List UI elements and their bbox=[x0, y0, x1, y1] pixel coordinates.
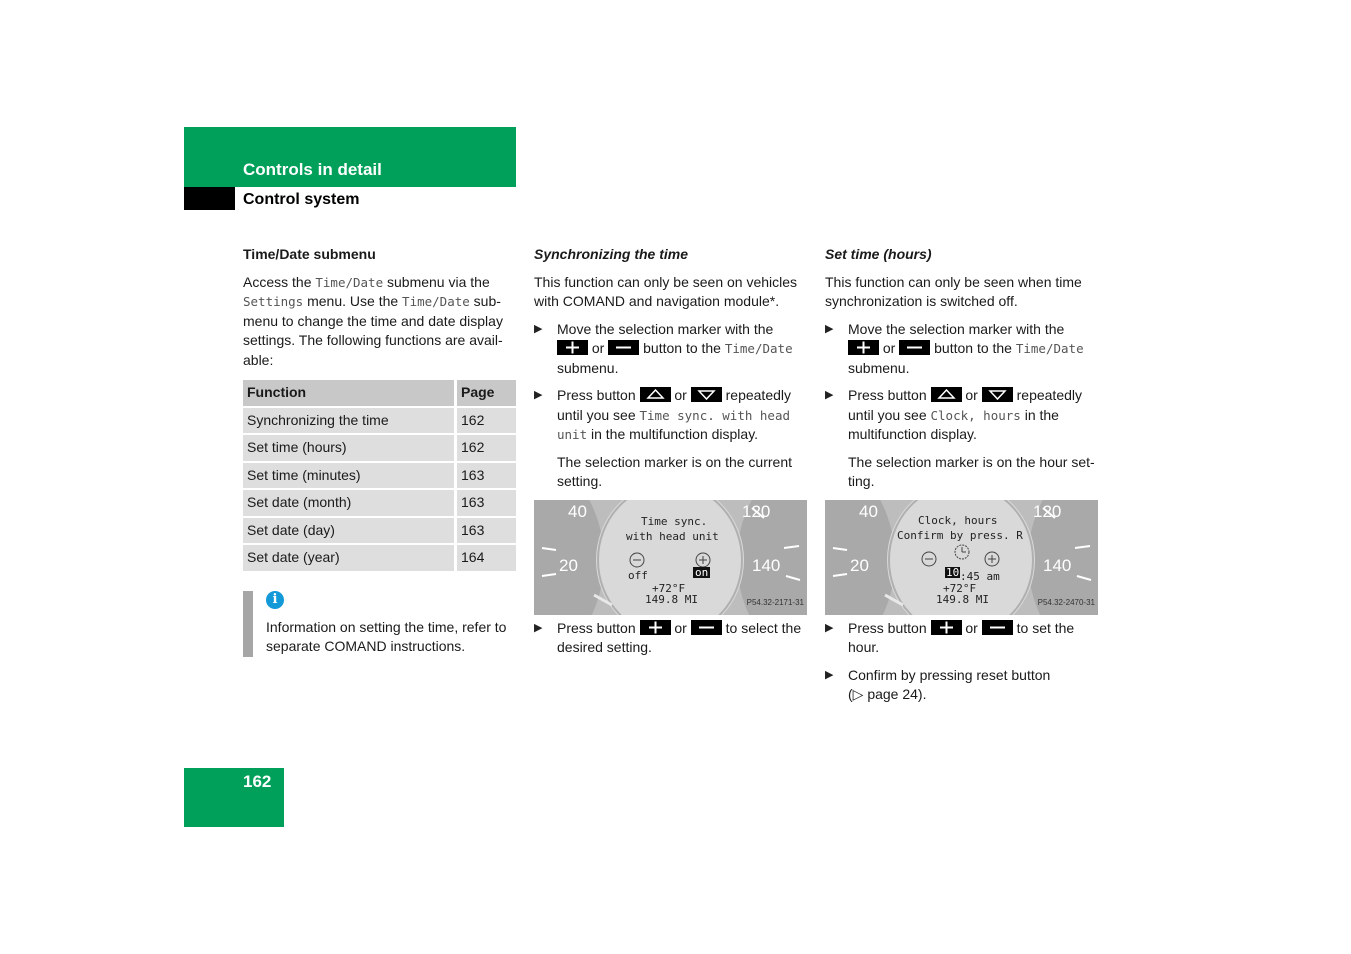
down-button-icon bbox=[982, 387, 1013, 402]
step-text: or bbox=[882, 340, 896, 356]
intro-paragraph: This function can only be seen on vehicles with COMAND and navigation module*. bbox=[534, 273, 798, 309]
photo-reference: P54.32-2470-31 bbox=[1037, 598, 1095, 607]
function-cell: Synchronizing the time bbox=[243, 408, 457, 434]
info-icon: i bbox=[266, 591, 284, 609]
intro-paragraph bbox=[243, 273, 516, 371]
step-text: repeatedly until you see bbox=[848, 387, 1083, 423]
intro-text: menu. Use the bbox=[303, 293, 403, 309]
photo-reference: P54.32-2171-31 bbox=[746, 598, 804, 607]
step-text: button to the bbox=[934, 340, 1012, 356]
display-line-2: Confirm by press. R bbox=[897, 528, 1023, 542]
page-cell: 163 bbox=[457, 463, 516, 489]
function-cell: Set date (day) bbox=[243, 518, 457, 544]
step-text: submenu. bbox=[557, 359, 619, 376]
gauge-label: 20 bbox=[559, 555, 578, 575]
intro-text: Access the bbox=[243, 273, 316, 290]
table-row bbox=[243, 408, 516, 434]
note-text: The selection marker is on the current setting. bbox=[557, 453, 792, 489]
up-button-icon bbox=[931, 387, 962, 402]
step-text: Press button bbox=[557, 387, 636, 403]
down-button-icon bbox=[691, 387, 722, 402]
step-press-button bbox=[825, 386, 1098, 445]
step-text: to set the hour. bbox=[848, 619, 1075, 655]
step-text: repeatedly until you see bbox=[557, 387, 792, 423]
gauge-label: 40 bbox=[859, 501, 878, 521]
intro-paragraph: This function can only be seen when time synchronization is switched off. bbox=[825, 273, 1082, 309]
instrument-cluster-image bbox=[825, 500, 1098, 615]
display-text: Settings bbox=[243, 294, 304, 309]
step-text: to select the desired setting. bbox=[557, 619, 802, 655]
step-text: or bbox=[591, 340, 605, 356]
function-cell: Set date (year) bbox=[243, 545, 457, 571]
bullet-arrow-icon: ▶ bbox=[534, 389, 543, 401]
minutes-ampm: :45 am bbox=[960, 569, 1000, 583]
gauge-label: 140 bbox=[1043, 555, 1072, 575]
page-cell: 162 bbox=[457, 435, 516, 461]
step-text: or bbox=[965, 387, 978, 403]
step-text: or bbox=[674, 619, 687, 636]
step-text: in the multifunction display. bbox=[848, 406, 1059, 442]
gauge-label: 140 bbox=[752, 555, 781, 575]
display-text: Time/Date bbox=[1015, 341, 1084, 356]
plus-button-icon bbox=[557, 340, 588, 355]
gauge-label: 40 bbox=[568, 501, 587, 521]
info-bar bbox=[243, 591, 253, 657]
step-set-hour bbox=[825, 619, 1098, 658]
hour-selected: 10 bbox=[946, 565, 960, 579]
display-text: Time sync. with head unit bbox=[557, 407, 791, 442]
step-text: in the multifunction display. bbox=[591, 426, 759, 442]
table-header-row bbox=[243, 380, 516, 406]
display-line-1: Time sync. bbox=[641, 514, 708, 528]
display-text: Time/Date bbox=[402, 294, 470, 309]
plus-button-icon bbox=[848, 340, 879, 355]
step-text: Press button bbox=[557, 619, 636, 636]
bullet-arrow-icon: ▶ bbox=[825, 621, 834, 634]
display-line-1: Clock, hours bbox=[918, 513, 998, 527]
step-text: submenu. bbox=[848, 359, 910, 376]
temperature-readout: +72°F bbox=[652, 581, 686, 595]
option-off: off bbox=[628, 568, 648, 582]
step-text: Move the selection marker with the bbox=[557, 320, 774, 337]
column-3 bbox=[825, 245, 1098, 713]
function-table bbox=[243, 378, 516, 573]
bullet-arrow-icon: ▶ bbox=[534, 322, 543, 335]
page-cell: 162 bbox=[457, 408, 516, 434]
table-row bbox=[243, 435, 516, 461]
function-cell: Set time (minutes) bbox=[243, 463, 457, 489]
step-text: or bbox=[965, 619, 978, 636]
info-text: Information on setting the time, refer to separate COMAND instructions. bbox=[266, 618, 507, 654]
instrument-cluster-image bbox=[534, 500, 807, 615]
column-2 bbox=[534, 245, 807, 666]
bullet-arrow-icon: ▶ bbox=[825, 668, 834, 681]
display-text: Clock, hours bbox=[930, 407, 1021, 423]
step-text: Confirm by pressing reset button bbox=[848, 666, 1051, 683]
step-text: or bbox=[674, 387, 687, 403]
display-text: Time/Date bbox=[315, 274, 384, 290]
page-cell: 163 bbox=[457, 490, 516, 516]
step-text: Move the selection marker with the bbox=[848, 320, 1065, 337]
plus-button-icon bbox=[640, 620, 671, 635]
page-cell: 163 bbox=[457, 518, 516, 544]
heading-set-time-hours: Set time (hours) bbox=[825, 246, 932, 262]
display-line-2: with head unit bbox=[626, 529, 719, 543]
option-on-selected: on bbox=[695, 565, 709, 579]
table-row bbox=[243, 545, 516, 571]
heading-time-date-submenu: Time/Date submenu bbox=[243, 246, 376, 262]
step-text: Press button bbox=[848, 387, 927, 403]
step-text: Press button bbox=[848, 619, 927, 636]
note-text: The selection marker is on the hour set-ting. bbox=[848, 453, 1095, 489]
info-note bbox=[243, 591, 516, 657]
bullet-arrow-icon: ▶ bbox=[534, 621, 543, 634]
step-confirm-reset bbox=[825, 666, 1098, 705]
heading-synchronizing-time: Synchronizing the time bbox=[534, 246, 689, 262]
temperature-readout: +72°F bbox=[943, 581, 977, 595]
step-move-marker bbox=[825, 320, 1098, 379]
odometer-readout: 149.8 MI bbox=[936, 592, 989, 606]
minus-button-icon bbox=[691, 620, 722, 635]
page-cell: 164 bbox=[457, 545, 516, 571]
column-header-function: Function bbox=[243, 380, 457, 406]
odometer-readout: 149.8 MI bbox=[645, 592, 698, 606]
subsection-title: Control system bbox=[243, 191, 360, 208]
step-text: button to the bbox=[643, 340, 721, 356]
section-marker bbox=[184, 187, 235, 210]
step-press-button bbox=[534, 386, 807, 445]
gauge-label: 120 bbox=[742, 501, 771, 521]
column-header-page: Page bbox=[457, 380, 516, 406]
intro-text: sub-menu to change the time and date display settings. The following functions are avail-able: bbox=[243, 293, 503, 368]
table-row bbox=[243, 518, 516, 544]
minus-button-icon bbox=[608, 340, 639, 355]
table-row bbox=[243, 463, 516, 489]
section-title: Controls in detail bbox=[243, 160, 382, 179]
up-button-icon bbox=[640, 387, 671, 402]
minus-button-icon bbox=[982, 620, 1013, 635]
column-1 bbox=[243, 245, 516, 657]
function-cell: Set date (month) bbox=[243, 490, 457, 516]
step-select-setting bbox=[534, 619, 807, 658]
page-number: 162 bbox=[243, 772, 272, 791]
display-text: Time/Date bbox=[724, 341, 793, 356]
step-move-marker bbox=[534, 320, 807, 379]
plus-button-icon bbox=[931, 620, 962, 635]
intro-text: submenu via the bbox=[383, 273, 490, 290]
bullet-arrow-icon: ▶ bbox=[825, 389, 834, 401]
table-row bbox=[243, 490, 516, 516]
minus-button-icon bbox=[899, 340, 930, 355]
gauge-label: 20 bbox=[850, 555, 869, 575]
function-cell: Set time (hours) bbox=[243, 435, 457, 461]
gauge-label: 120 bbox=[1033, 501, 1062, 521]
page-reference-link[interactable]: (▷ page 24). bbox=[848, 686, 927, 702]
bullet-arrow-icon: ▶ bbox=[825, 322, 834, 335]
